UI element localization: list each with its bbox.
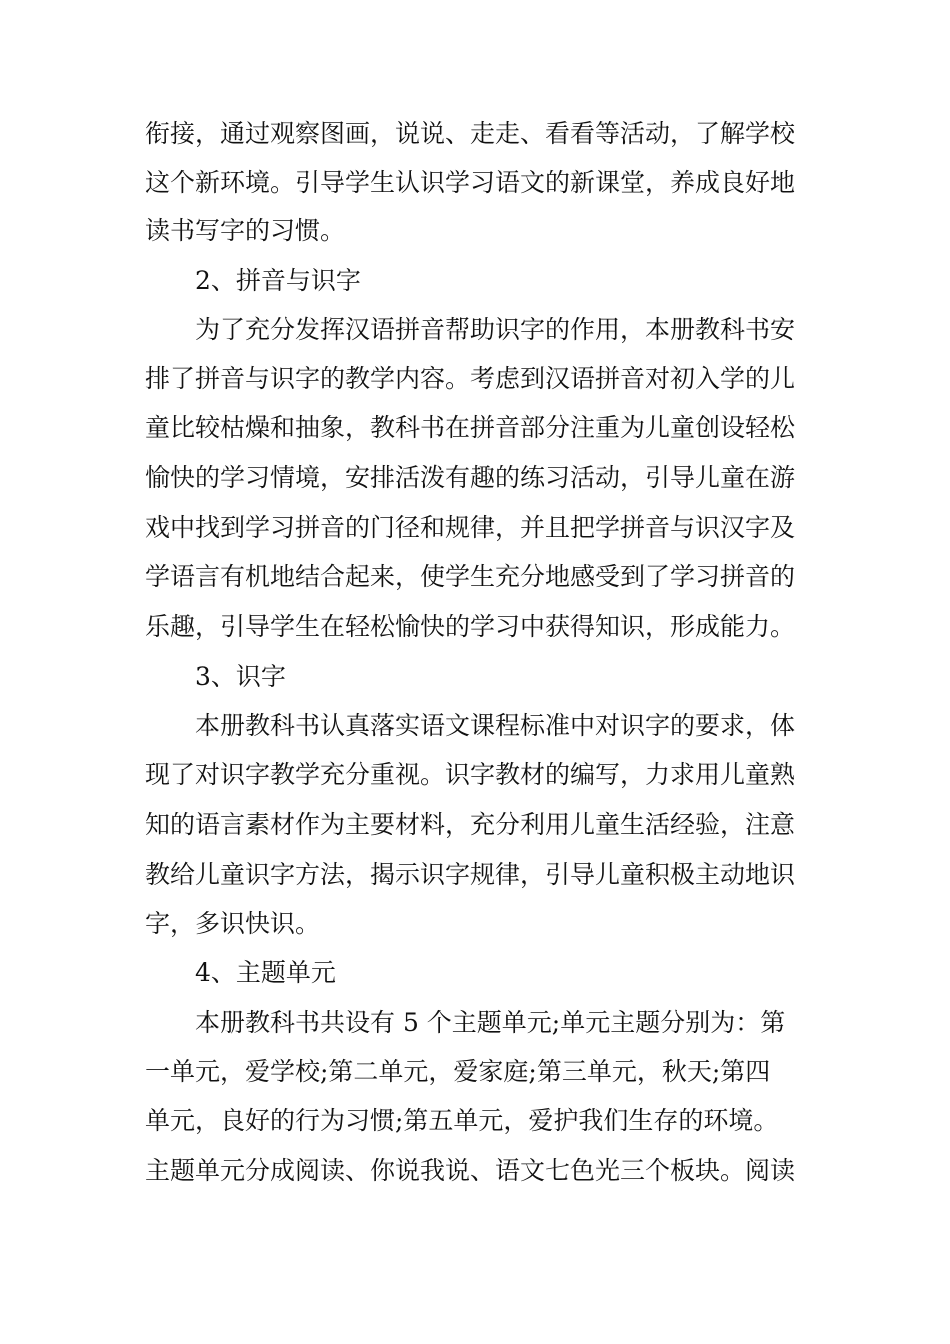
- text-line: 现了对识字教学充分重视。识字教材的编写，力求用儿童熟: [145, 760, 796, 789]
- text-line: 戏中找到学习拼音的门径和规律，并且把学拼音与识汉字及: [145, 513, 796, 542]
- text-line: 单元，良好的行为习惯;第五单元，爱护我们生存的环境。: [145, 1106, 779, 1135]
- text-line: 字，多识快识。: [145, 909, 321, 938]
- text-line: 衔接，通过观察图画，说说、走走、看看等活动，了解学校: [145, 119, 796, 148]
- text-line: 本册教科书认真落实语文课程标准中对识字的要求，体: [195, 711, 796, 740]
- text-line: 排了拼音与识字的教学内容。考虑到汉语拼音对初入学的儿: [145, 364, 796, 393]
- section-heading: 4、主题单元: [195, 958, 336, 987]
- text-line: 一单元，爱学校;第二单元，爱家庭;第三单元，秋天;第四: [145, 1057, 771, 1086]
- text-line: 教给儿童识字方法，揭示识字规律，引导儿童积极主动地识: [145, 860, 796, 889]
- section-heading: 2、拼音与识字: [195, 266, 361, 295]
- text-line: 愉快的学习情境，安排活泼有趣的练习活动，引导儿童在游: [145, 463, 796, 492]
- text-line: 这个新环境。引导学生认识学习语文的新课堂，养成良好地: [145, 168, 796, 197]
- text-line: 知的语言素材作为主要材料，充分利用儿童生活经验，注意: [145, 810, 796, 839]
- text-line: 乐趣，引导学生在轻松愉快的学习中获得知识，形成能力。: [145, 612, 796, 641]
- text-line: 主题单元分成阅读、你说我说、语文七色光三个板块。阅读: [145, 1156, 796, 1185]
- text-line: 为了充分发挥汉语拼音帮助识字的作用，本册教科书安: [195, 315, 796, 344]
- text-line: 本册教科书共设有 5 个主题单元;单元主题分别为：第: [195, 1008, 786, 1037]
- section-heading: 3、识字: [195, 662, 286, 691]
- text-line: 童比较枯燥和抽象，教科书在拼音部分注重为儿童创设轻松: [145, 413, 796, 442]
- text-line: 读书写字的习惯。: [145, 216, 346, 245]
- text-line: 学语言有机地结合起来，使学生充分地感受到了学习拼音的: [145, 562, 796, 591]
